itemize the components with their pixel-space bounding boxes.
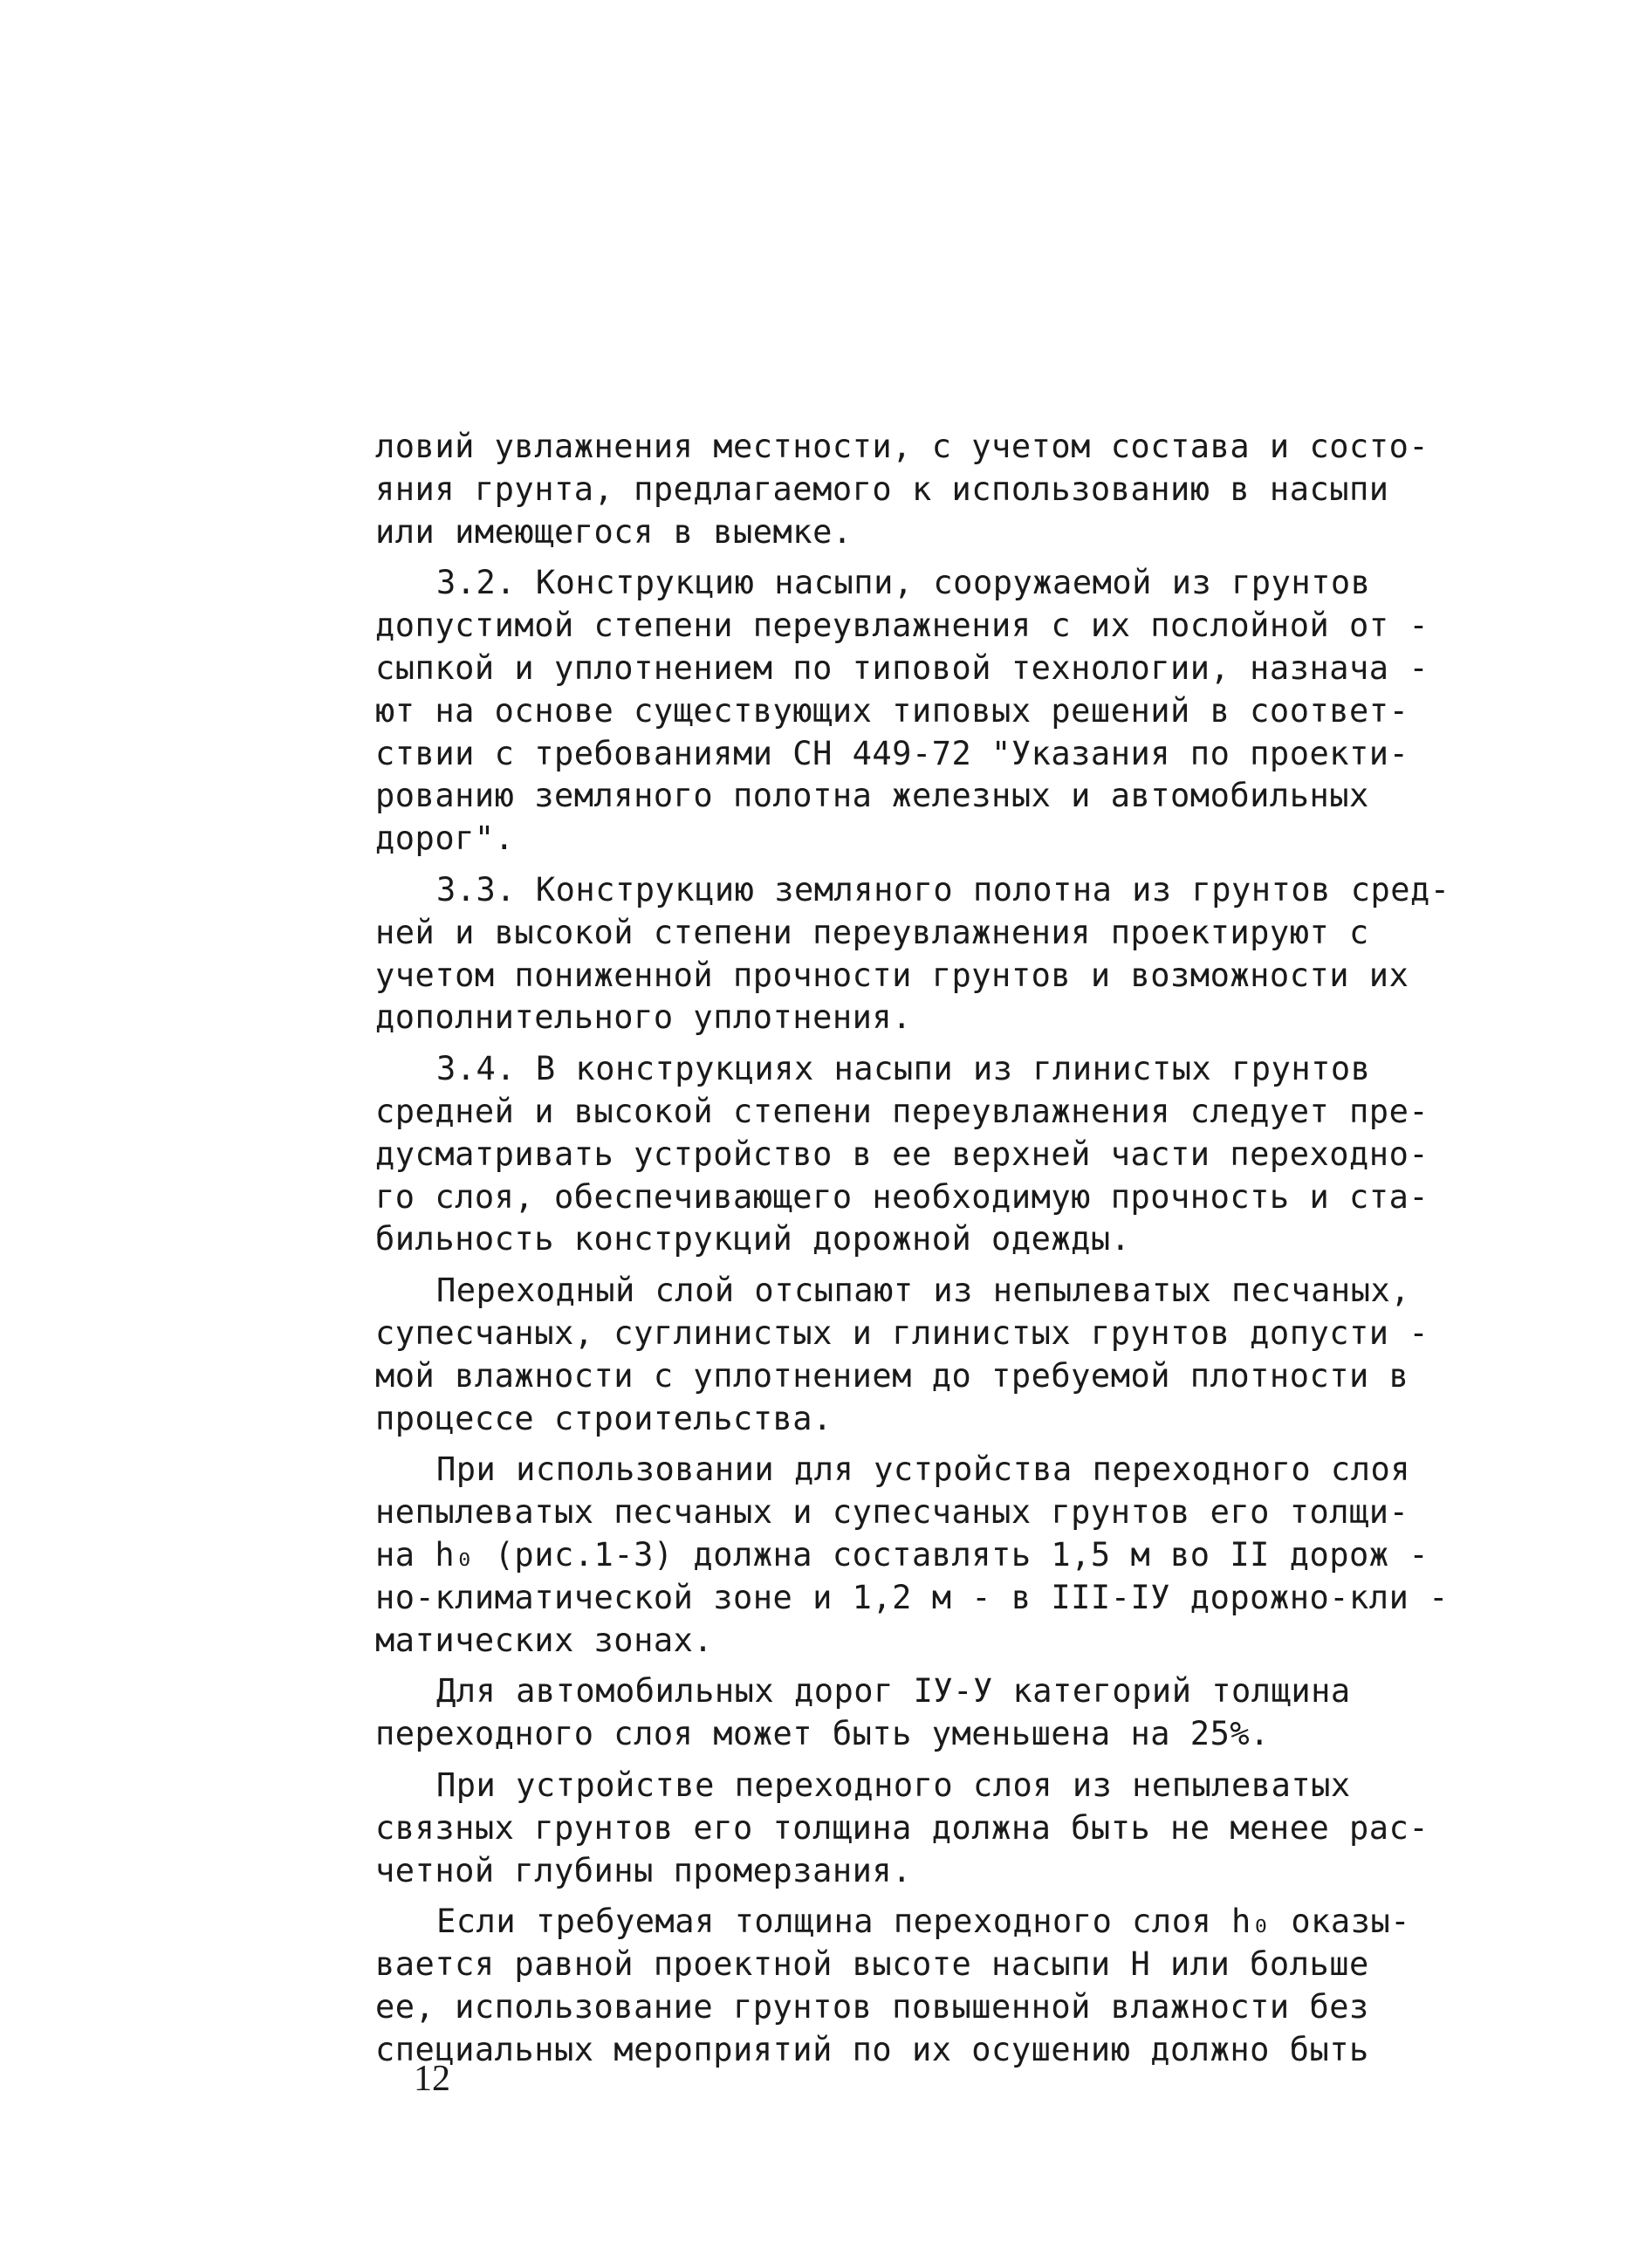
text-line: дополнительного уплотнения.	[375, 998, 912, 1037]
text-line: При устройстве переходного слоя из непылеватых	[436, 1766, 1351, 1804]
page-number: 12	[414, 2059, 450, 2099]
text-line: средней и высокой степени переувлажнения следует пре-	[375, 1092, 1429, 1130]
text-line: ней и высокой степени переувлажнения проектируют с	[375, 913, 1369, 951]
text-line: переходного слоя может быть уменьшена на 25%.	[375, 1715, 1270, 1753]
text-line: ловий увлажнения местности, с учетом состава и состо-	[375, 428, 1429, 465]
text-line: специальных мероприятий по их осушению должно быть	[375, 2030, 1369, 2068]
text-line: учетом пониженной прочности грунтов и возможности их	[375, 956, 1409, 994]
text-line: допустимой степени переувлажнения с их послойной от -	[375, 607, 1429, 645]
text-line: вается равной проектной высоте насыпи H или больше	[375, 1945, 1369, 1984]
text-line: яния грунта, предлагаемого к использованию в насыпи	[375, 470, 1389, 508]
text-line: непылеватых песчаных и супесчаных грунтов его толщи-	[375, 1493, 1409, 1532]
text-line: го слоя, обеспечивающего необходимую прочность и ста-	[375, 1177, 1429, 1216]
text-line: процессе строительства.	[375, 1399, 833, 1437]
text-line: дорог".	[375, 819, 515, 858]
text-line: дусматривать устройство в ее верхней части переходно-	[375, 1135, 1429, 1173]
text-line: Переходный слой отсыпают из непылеватых песчаных,	[436, 1272, 1411, 1310]
text-line: рованию земляного полотна железных и автомобильных	[375, 777, 1369, 815]
text-line: бильность конструкций дорожной одежды.	[375, 1220, 1131, 1258]
text-line: мой влажности с уплотнением до требуемой плотности в	[375, 1356, 1409, 1395]
text-line: но-климатической зоне и 1,2 м - в III-IУ дорожно-кли -	[375, 1578, 1449, 1616]
text-line: ее, использование грунтов повышенной влажности без	[375, 1987, 1369, 2026]
text-line: ют на основе существующих типовых решений в соответ-	[375, 691, 1409, 730]
text-line: 3.2. Конструкцию насыпи, сооружаемой из грунтов	[436, 564, 1371, 602]
text-line: Если требуемая толщина переходного слоя h₀ оказы-	[436, 1903, 1411, 1941]
text-line: супесчаных, суглинистых и глинистых грунтов допусти -	[375, 1313, 1429, 1352]
text-line: на h₀ (рис.1-3) должна составлять 1,5 м во II дорож -	[375, 1535, 1429, 1574]
body-text	[375, 426, 1536, 2071]
text-line: матических зонах.	[375, 1621, 714, 1659]
text-line: Для автомобильных дорог IУ-У категорий толщина	[436, 1672, 1351, 1711]
text-line: связных грунтов его толщина должна быть не менее рас-	[375, 1808, 1429, 1847]
text-line: четной глубины промерзания.	[375, 1851, 912, 1889]
text-line: При использовании для устройства переходного слоя	[436, 1450, 1411, 1489]
text-line: или имеющегося в выемке.	[375, 512, 853, 551]
text-line: сыпкой и уплотнением по типовой технологии, назнача -	[375, 648, 1429, 687]
text-line: 3.4. В конструкциях насыпи из глинистых грунтов	[436, 1050, 1371, 1088]
text-line: ствии с требованиями СН 449-72 "Указания по проекти-	[375, 734, 1409, 772]
text-line: 3.3. Конструкцию земляного полотна из грунтов сред-	[436, 870, 1450, 909]
